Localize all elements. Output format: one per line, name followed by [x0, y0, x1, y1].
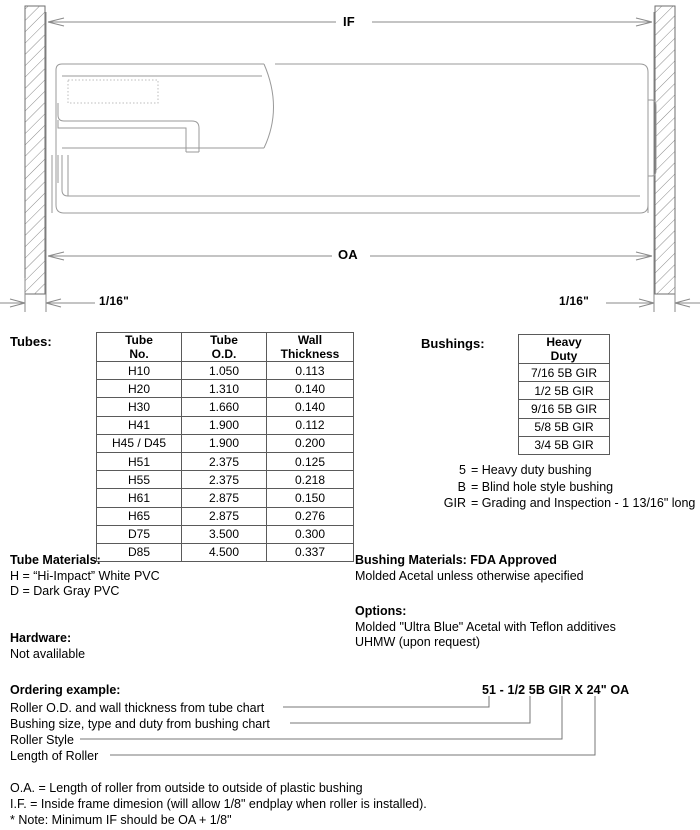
bushings-section-label: Bushings: — [421, 336, 485, 351]
note-oa: O.A. = Length of roller from outside to outside of plastic bushing — [10, 781, 363, 795]
ordering-callout-roller-od: Roller O.D. and wall thickness from tube chart — [10, 701, 265, 715]
header-line-1: Heavy — [546, 335, 582, 349]
table-row — [97, 434, 354, 452]
cell-tube-wall: 0.125 — [267, 452, 354, 470]
cell-tube-od: 2.375 — [182, 471, 267, 489]
extension-lines — [25, 12, 675, 312]
note-star: * Note: Minimum IF should be OA + 1/8" — [10, 813, 232, 827]
drawing-svg — [0, 0, 700, 320]
cell-tube-od: 1.050 — [182, 362, 267, 380]
legend-text: = Heavy duty bushing — [471, 463, 592, 477]
table-row — [519, 418, 610, 436]
table-row — [519, 400, 610, 418]
legend-key: B — [457, 479, 466, 494]
legend-text: = Grading and Inspection - 1 13/16" long — [471, 496, 696, 510]
legend-text: = Blind hole style bushing — [471, 479, 614, 494]
hardware-title: Hardware: — [10, 631, 72, 645]
table-row — [97, 471, 354, 489]
hardware-block — [10, 631, 85, 662]
roller-assembly-drawing — [0, 0, 700, 320]
header-line-2: O.D. — [211, 347, 237, 361]
bushing-materials-line-1: Molded Acetal unless otherwise apecified — [355, 568, 584, 583]
table-header-row — [97, 333, 354, 362]
tube-materials-line-1: H = “Hi-Impact” White PVC — [10, 568, 160, 583]
header-line-2: No. — [129, 347, 149, 361]
cell-bushing-size: 1/2 5B GIR — [519, 382, 610, 400]
tube-materials-block — [10, 553, 160, 600]
tube-materials-line-2: D = Dark Gray PVC — [10, 584, 120, 598]
table-row — [97, 525, 354, 543]
roller-tube-body — [56, 64, 648, 213]
cell-tube-no: H10 — [97, 362, 182, 380]
table-row — [97, 380, 354, 398]
header-line-1: Tube — [125, 333, 153, 347]
hardware-line-1: Not avalilable — [10, 646, 86, 661]
cell-tube-od: 4.500 — [182, 543, 267, 561]
tube-specification-table — [96, 332, 354, 562]
bushing-materials-title: Bushing Materials: FDA Approved — [355, 553, 557, 567]
footer-notes — [10, 780, 427, 828]
cell-tube-od: 1.900 — [182, 416, 267, 434]
table-row — [97, 507, 354, 525]
table-row — [97, 398, 354, 416]
options-line-1: Molded "Ultra Blue" Acetal with Teflon additives — [355, 619, 616, 634]
table-row — [519, 382, 610, 400]
ordering-callout-length: Length of Roller — [10, 749, 99, 763]
cell-tube-od: 2.875 — [182, 489, 267, 507]
cell-tube-wall: 0.200 — [267, 434, 354, 452]
header-line-1: Tube — [210, 333, 238, 347]
table-row — [97, 362, 354, 380]
left-bushing-detail — [52, 80, 640, 213]
cell-tube-no: H20 — [97, 380, 182, 398]
cell-tube-od: 1.310 — [182, 380, 267, 398]
cell-tube-no: D85 — [97, 543, 182, 561]
left-frame-rail — [25, 6, 45, 294]
options-line-2: UHMW (upon request) — [355, 635, 481, 649]
cell-tube-no: H55 — [97, 471, 182, 489]
table-row — [97, 489, 354, 507]
cell-tube-no: H45 / D45 — [97, 434, 182, 452]
column-header-wall-thickness — [267, 333, 354, 362]
dimension-label-right-gap: 1/16" — [559, 294, 590, 308]
cell-tube-no: H65 — [97, 507, 182, 525]
cell-tube-wall: 0.112 — [267, 416, 354, 434]
cell-bushing-size: 3/4 5B GIR — [519, 436, 610, 454]
tubes-section-label: Tubes: — [10, 334, 52, 349]
cell-tube-od: 1.660 — [182, 398, 267, 416]
cell-tube-wall: 0.140 — [267, 380, 354, 398]
cell-tube-od: 3.500 — [182, 525, 267, 543]
ordering-callout-roller-style: Roller Style — [10, 733, 74, 747]
header-line-2: Duty — [550, 349, 578, 363]
cell-bushing-size: 5/8 5B GIR — [519, 418, 610, 436]
dimension-label-oa: OA — [338, 247, 358, 262]
options-block — [355, 604, 616, 651]
ordering-callout-bushing-size: Bushing size, type and duty from bushing chart — [10, 717, 270, 731]
bushing-code-legend — [436, 462, 695, 512]
ordering-example-code: 51 - 1/2 5B GIR X 24" OA — [482, 683, 630, 697]
table-row — [519, 364, 610, 382]
dimension-label-if: IF — [343, 14, 355, 29]
cell-tube-no: H30 — [97, 398, 182, 416]
legend-row — [436, 479, 695, 496]
ordering-example-block — [0, 683, 700, 768]
cell-tube-wall: 0.218 — [267, 471, 354, 489]
cell-tube-wall: 0.140 — [267, 398, 354, 416]
bushing-specification-table — [518, 334, 610, 455]
cell-tube-od: 2.875 — [182, 507, 267, 525]
options-title: Options: — [355, 604, 407, 618]
table-row — [519, 436, 610, 454]
legend-key: GIR — [443, 496, 466, 510]
table-header-row — [519, 335, 610, 364]
cell-tube-wall: 0.337 — [267, 543, 354, 561]
header-line-1: Wall — [297, 333, 323, 347]
right-frame-rail — [655, 6, 675, 294]
ordering-example-title: Ordering example: — [10, 683, 121, 697]
legend-row — [436, 462, 695, 479]
tube-materials-title: Tube Materials: — [10, 553, 101, 567]
cell-tube-od: 2.375 — [182, 452, 267, 470]
cell-bushing-size: 9/16 5B GIR — [519, 400, 610, 418]
table-row — [97, 416, 354, 434]
table-row — [97, 452, 354, 470]
header-line-2: Thickness — [280, 347, 340, 361]
cell-tube-wall: 0.113 — [267, 362, 354, 380]
cell-tube-wall: 0.276 — [267, 507, 354, 525]
cell-tube-no: H61 — [97, 489, 182, 507]
cell-bushing-size: 7/16 5B GIR — [519, 364, 610, 382]
cell-tube-wall: 0.150 — [267, 489, 354, 507]
legend-row — [436, 495, 695, 512]
bushing-materials-block — [355, 553, 584, 584]
note-if: I.F. = Inside frame dimesion (will allow 1/8" endplay when roller is installed). — [10, 797, 427, 811]
cell-tube-no: H41 — [97, 416, 182, 434]
cell-tube-no: D75 — [97, 525, 182, 543]
column-header-heavy-duty — [519, 335, 610, 364]
dimension-label-left-gap: 1/16" — [99, 294, 130, 308]
cell-tube-wall: 0.300 — [267, 525, 354, 543]
column-header-tube-od — [182, 333, 267, 362]
column-header-tube-no — [97, 333, 182, 362]
legend-key: 5 — [459, 463, 466, 477]
cell-tube-no: H51 — [97, 452, 182, 470]
cell-tube-od: 1.900 — [182, 434, 267, 452]
